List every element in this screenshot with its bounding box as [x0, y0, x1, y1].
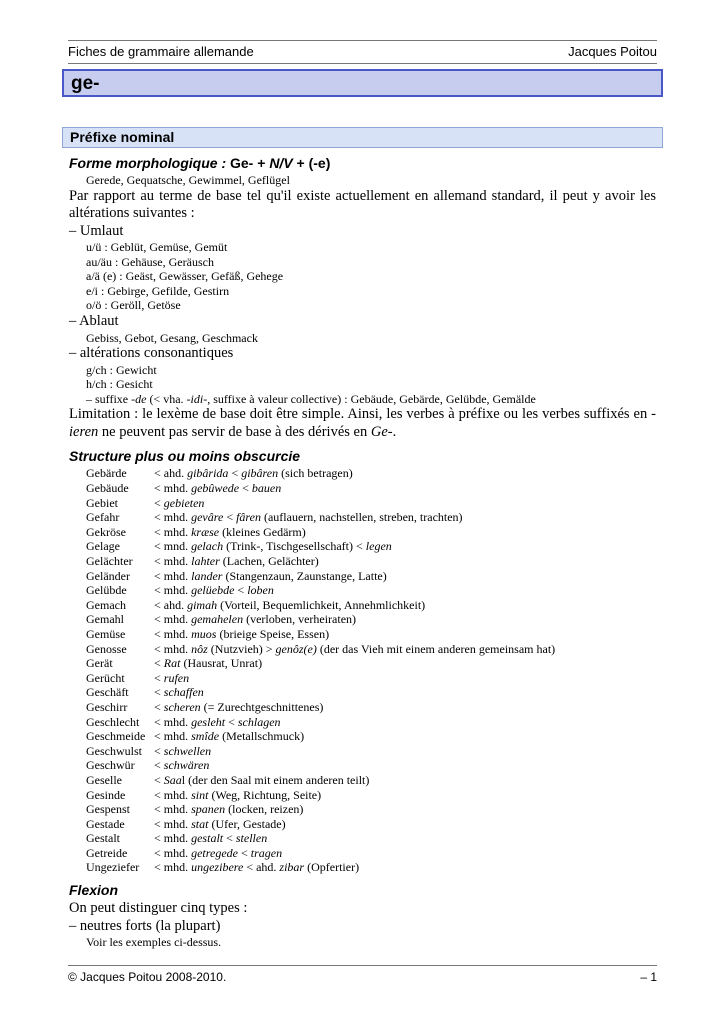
headword: Geschäft — [86, 685, 129, 700]
consonant-example: g/ch : Gewicht — [86, 362, 157, 377]
table-row — [69, 685, 656, 700]
table-row — [69, 569, 656, 584]
consonant-list — [69, 363, 656, 392]
table-row — [69, 481, 656, 496]
structure-heading: Structure plus ou moins obscurcie — [69, 448, 301, 465]
table-row — [69, 510, 656, 525]
etymology: < mhd. lahter (Lachen, Gelächter) — [154, 554, 319, 568]
headword: Gerücht — [86, 670, 125, 685]
section-title: Préfixe nominal — [70, 129, 175, 145]
headword: Gebiet — [86, 495, 118, 510]
table-row — [69, 583, 656, 598]
forme-heading — [69, 154, 656, 173]
table-row — [69, 758, 656, 773]
etymology: < mhd. gemahelen (verloben, verheiraten) — [154, 612, 357, 627]
consonant-label: – altérations consonantiques — [69, 345, 234, 362]
etymology: < mhd. gebûwede < bauen — [154, 481, 282, 496]
consonant-example: h/ch : Gesicht — [86, 377, 153, 392]
ablaut-label: – Ablaut — [69, 313, 119, 330]
table-row — [69, 788, 656, 803]
headword: Ungeziefer — [86, 860, 140, 875]
flexion-note: Voir les exemples ci-dessus. — [86, 935, 222, 950]
table-row — [69, 744, 656, 759]
forme-formula-suffix: + (-e) — [296, 155, 331, 171]
etymology: < schaffen — [154, 685, 204, 700]
etymology: < Saal (der den Saal mit einem anderen teilt) — [154, 772, 370, 787]
flexion-intro: On peut distinguer cinq types : — [69, 900, 248, 917]
suffix-line: – suffixe -de (< vha. -idi-, suffixe à valeur collective) : Gebäude, Gebärde, Gelübde, Gemälde — [86, 391, 536, 406]
table-row — [69, 656, 656, 671]
etymology: < mhd. nôz (Nutzvieh) > genôz(e) (der das Vieh mit einem anderen gemeinsam hat) — [154, 641, 556, 656]
page-title: ge- — [71, 73, 100, 94]
headword: Genosse — [86, 641, 127, 656]
etymology: < mhd. ungezibere < ahd. zibar (Opfertier) — [154, 860, 360, 875]
etymology: < mhd. muos (brieige Speise, Essen) — [154, 626, 330, 641]
headword: Gelächter — [86, 554, 133, 568]
etymology: < ahd. gibârida < gibâren (sich betragen) — [154, 466, 353, 481]
umlaut-example: au/äu : Gehäuse, Geräusch — [86, 254, 214, 269]
table-row — [69, 860, 656, 875]
table-row — [69, 831, 656, 846]
etymology: < mhd. gesleht < schlagen — [154, 714, 281, 729]
etymology: < mhd. getregede < tragen — [154, 845, 283, 860]
footer-copyright: © Jacques Poitou 2008-2010. — [68, 970, 227, 984]
headword: Gestade — [86, 816, 125, 831]
etymology: < schwären — [154, 758, 210, 773]
headword: Getreide — [86, 845, 128, 860]
table-row — [69, 554, 656, 569]
etymology: < mnd. gelach (Trink-, Tischgesellschaft) < legen — [154, 539, 392, 554]
etymology: < mhd. gelüebde < loben — [154, 583, 274, 598]
headword: Gespenst — [86, 802, 130, 817]
header-doc-title: Fiches de grammaire allemande — [68, 44, 254, 59]
etymology: < mhd. sint (Weg, Richtung, Seite) — [154, 787, 322, 802]
headword: Geschlecht — [86, 714, 140, 729]
etymology: < mhd. lander (Stangenzaun, Zaunstange, Latte) — [154, 568, 387, 583]
etymology-table — [69, 466, 656, 875]
flexion-type-1: – neutres forts (la plupart) — [69, 917, 221, 934]
headword: Geschwür — [86, 758, 135, 773]
umlaut-list — [69, 240, 656, 313]
forme-examples: Gerede, Gequatsche, Gewimmel, Geflügel — [86, 173, 290, 187]
etymology: < mhd. spanen (locken, reizen) — [154, 802, 304, 817]
etymology: < mhd. stat (Ufer, Gestade) — [154, 816, 286, 831]
headword: Geländer — [86, 568, 130, 583]
etymology: < gebieten — [154, 495, 205, 510]
table-row — [69, 671, 656, 686]
table-row — [69, 539, 656, 554]
umlaut-label: – Umlaut — [69, 222, 124, 239]
headword: Gekröse — [86, 524, 126, 539]
headword: Gebärde — [86, 466, 127, 481]
table-row — [69, 496, 656, 511]
headword: Gelübde — [86, 583, 127, 598]
headword: Gerät — [86, 656, 113, 671]
headword: Geselle — [86, 772, 122, 787]
headword: Gesinde — [86, 787, 126, 802]
section-box — [62, 127, 663, 148]
table-row — [69, 466, 656, 481]
headword: Geschmeide — [86, 729, 146, 744]
ablaut-example: Gebiss, Gebot, Gesang, Geschmack — [86, 330, 258, 345]
headword: Gefahr — [86, 510, 120, 525]
page-footer — [68, 965, 657, 986]
ablaut-list — [69, 331, 656, 346]
etymology: < scheren (= Zurechtgeschnittenes) — [154, 699, 324, 714]
headword: Gemahl — [86, 612, 124, 627]
etymology: < mhd. smîde (Metallschmuck) — [154, 729, 305, 744]
etymology: < Rat (Hausrat, Unrat) — [154, 656, 263, 671]
limitation-paragraph: Limitation : le lexème de base doit être simple. Ainsi, les verbes à préfixe ou les verbes suffixés en -ieren ne peuvent pas servir de base à des dérivés en Ge-. — [69, 406, 656, 440]
headword: Gelage — [86, 539, 120, 554]
table-row — [69, 627, 656, 642]
table-row — [69, 802, 656, 817]
etymology: < ahd. gimah (Vorteil, Bequemlichkeit, Annehmlichkeit) — [154, 597, 426, 612]
forme-formula-plus: + — [257, 155, 266, 171]
etymology: < rufen — [154, 670, 190, 685]
headword: Gebäude — [86, 481, 129, 496]
forme-formula-prefix: Ge- — [230, 155, 254, 171]
table-row — [69, 700, 656, 715]
headword: Gemach — [86, 597, 126, 612]
table-row — [69, 846, 656, 861]
flexion-heading: Flexion — [69, 882, 119, 899]
table-row — [69, 525, 656, 540]
headword: Geschirr — [86, 699, 128, 714]
forme-formula-base: N/V — [269, 155, 293, 171]
umlaut-example: u/ü : Geblüt, Gemüse, Gemüt — [86, 240, 228, 255]
umlaut-example: o/ö : Geröll, Getöse — [86, 298, 181, 313]
headword: Gestalt — [86, 831, 120, 846]
etymology: < mhd. gevâre < fâren (auflauern, nachstellen, streben, trachten) — [154, 510, 463, 525]
table-row — [69, 715, 656, 730]
table-row — [69, 598, 656, 613]
table-row — [69, 642, 656, 657]
table-row — [69, 817, 656, 832]
headword: Geschwulst — [86, 743, 142, 758]
table-row — [69, 729, 656, 744]
main-content — [69, 154, 656, 950]
umlaut-example: e/i : Gebirge, Gefilde, Gestirn — [86, 283, 230, 298]
etymology: < schwellen — [154, 743, 212, 758]
header-author: Jacques Poitou — [568, 44, 657, 59]
footer-page-number: – 1 — [640, 970, 657, 984]
etymology: < mhd. kræse (kleines Gedärm) — [154, 524, 306, 539]
forme-heading-label: Forme morphologique : — [69, 155, 227, 171]
forme-paragraph: Par rapport au terme de base tel qu'il existe actuellement en allemand standard, il peut y avoir les altérations suivantes : — [69, 187, 656, 222]
page-header — [68, 40, 657, 64]
title-box — [62, 69, 663, 97]
table-row — [69, 612, 656, 627]
umlaut-example: a/ä (e) : Geäst, Gewässer, Gefäß, Gehege — [86, 269, 284, 284]
etymology: < mhd. gestalt < stellen — [154, 831, 268, 846]
table-row — [69, 773, 656, 788]
headword: Gemüse — [86, 626, 126, 641]
